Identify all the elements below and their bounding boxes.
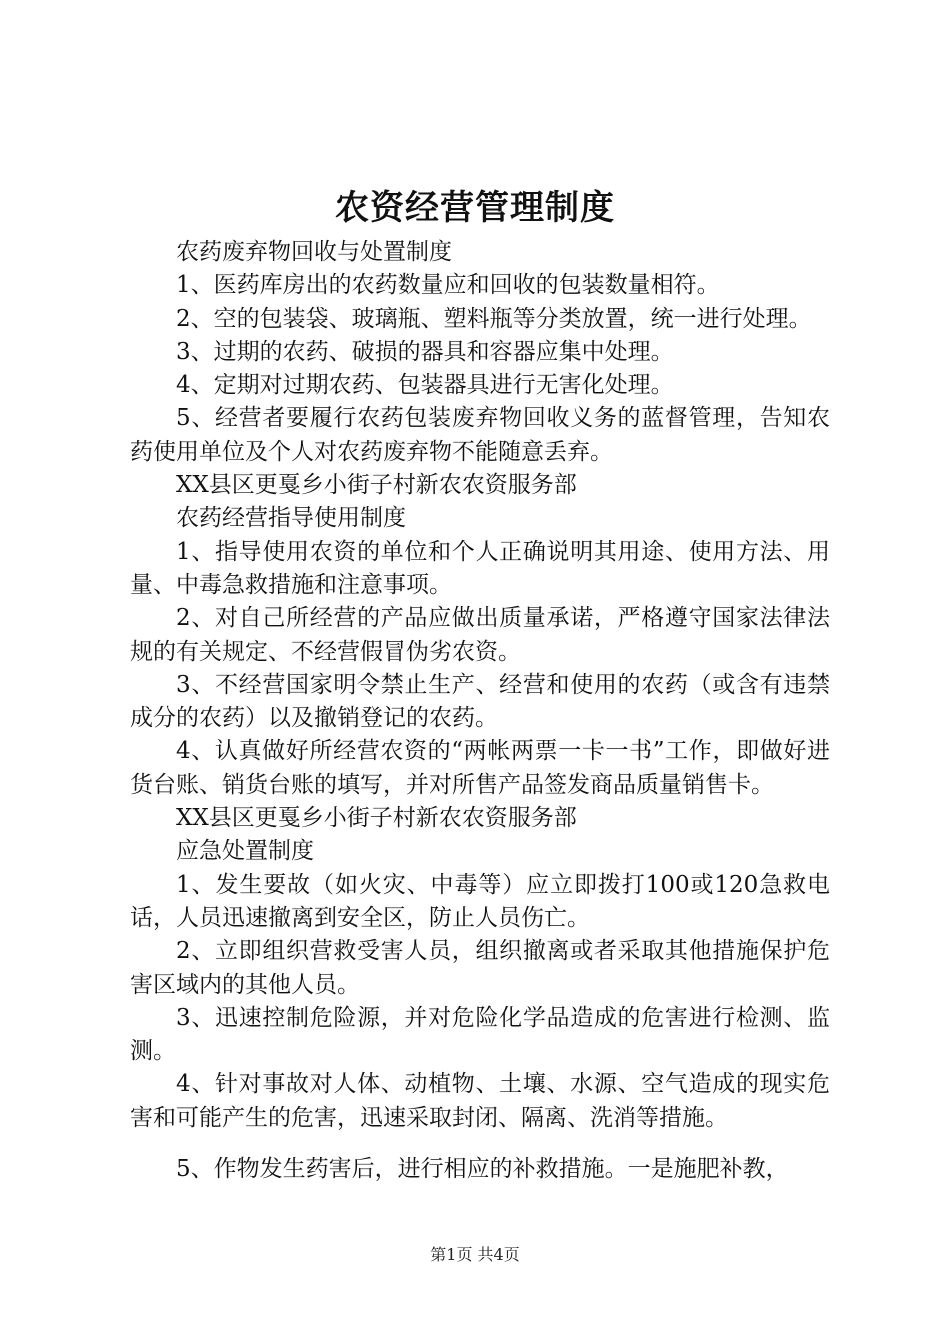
page-number: 第1页 共4页: [430, 1245, 520, 1264]
organization-signature: XX县区更戛乡小街子村新农农资服务部: [176, 472, 577, 499]
paragraph: 5、经营者要履行农药包装废弃物回收义务的蓝督管理，告知农药使用单位及个人对农药废弃物不能随意丢弃。: [130, 405, 830, 465]
section-heading-waste-disposal: 农药废弃物回收与处置制度: [176, 239, 452, 265]
paragraph: 2、对自己所经营的产品应做出质量承诺，严格遵守国家法律法规的有关规定、不经营假冒伪劣农资。: [130, 605, 830, 665]
paragraph: 3、不经营国家明令禁止生产、经营和使用的农药（或含有违禁成分的农药）以及撤销登记的农药。: [130, 671, 830, 732]
paragraph: 1、发生要故（如火灾、中毒等）应立即拨打100或120急救电话，人员迅速撤离到安全区，防止人员伤亡。: [130, 871, 830, 931]
paragraph: 3、迅速控制危险源，并对危险化学品造成的危害进行检测、监测。: [130, 1004, 830, 1065]
section-heading-emergency: 应急处置制度: [176, 838, 314, 865]
document-body: [130, 236, 830, 1186]
document-title: 农资经营管理制度: [335, 188, 615, 228]
section-heading-usage-guidance: 农药经营指导使用制度: [176, 505, 406, 532]
paragraph: 4、针对事故对人体、动植物、土壤、水源、空气造成的现实危害和可能产生的危害，迅速采取封闭、隔离、洗消等措施。: [130, 1071, 830, 1131]
paragraph: 1、指导使用农资的单位和个人正确说明其用途、使用方法、用量、中毒急救措施和注意事项。: [130, 538, 830, 598]
paragraph: 3、过期的农药、破损的器具和容器应集中处理。: [176, 338, 674, 365]
paragraph: 4、定期对过期农药、包装器具进行无害化处理。: [176, 372, 674, 399]
paragraph: 4、认真做好所经营农资的“两帐两票一卡一书”工作，即做好进货台账、销货台账的填写，并对所售产品签发商品质量销售卡。: [130, 738, 830, 798]
paragraph: 1、医药库房出的农药数量应和回收的包装数量相符。: [176, 272, 720, 299]
paragraph: 2、空的包装袋、玻璃瓶、塑料瓶等分类放置，统一进行处理。: [176, 305, 812, 332]
organization-signature: XX县区更戛乡小街子村新农农资服务部: [176, 805, 577, 832]
paragraph: 5、作物发生药害后，进行相应的补救措施。一是施肥补教，: [176, 1156, 789, 1183]
paragraph: 2、立即组织营救受害人员，组织撤离或者采取其他措施保护危害区域内的其他人员。: [130, 938, 830, 998]
